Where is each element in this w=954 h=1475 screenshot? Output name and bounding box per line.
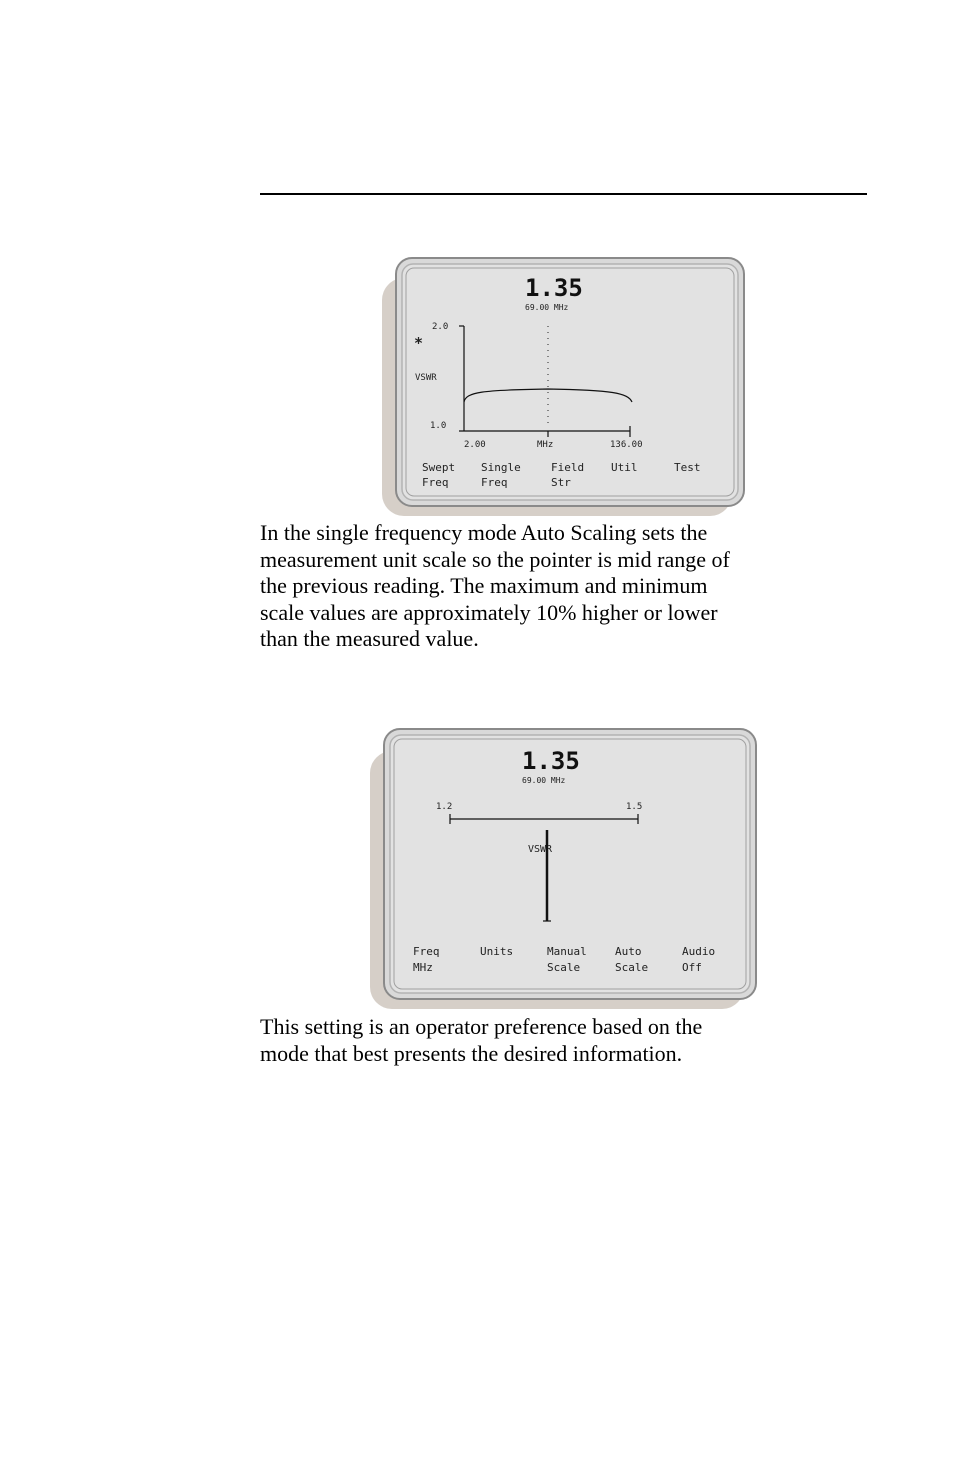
single-screen-graphic xyxy=(370,727,758,1009)
softkey-label-line1: Single xyxy=(481,461,521,474)
reading-value: 1.35 xyxy=(522,747,580,775)
paragraph-operator-preference xyxy=(260,1014,870,1067)
y-axis-bottom-label: 1.0 xyxy=(430,421,447,431)
softkey-label-line1: Swept xyxy=(422,461,456,474)
softkey-label-line2: Scale xyxy=(547,961,581,974)
paragraph-auto-scaling xyxy=(260,520,870,653)
frequency-readout: 69.00 MHz xyxy=(522,776,566,785)
x-axis-unit-label: MHz xyxy=(537,440,554,450)
softkey-label-line1: Freq xyxy=(413,945,440,958)
unit-label: VSWR xyxy=(528,844,553,855)
softkey-label-line2: Off xyxy=(682,961,702,974)
frequency-readout: 69.00 MHz xyxy=(525,303,569,312)
softkey-label-line1: Units xyxy=(480,945,514,958)
softkey-label-line1: Auto xyxy=(615,945,642,958)
paragraph-line: than the measured value. xyxy=(260,626,479,651)
softkey-label-line2: MHz xyxy=(413,961,433,974)
paragraph-line: the previous reading. The maximum and minimum xyxy=(260,573,708,598)
marker-asterisk: * xyxy=(414,334,424,352)
paragraph-line: In the single frequency mode Auto Scaling sets the xyxy=(260,520,708,545)
single-frequency-screen xyxy=(370,727,758,1009)
reading-value: 1.35 xyxy=(525,274,583,302)
softkey-label-line2: Freq xyxy=(422,476,449,489)
paragraph-line: This setting is an operator preference based on the xyxy=(260,1014,703,1039)
softkey-label-line1: Manual xyxy=(547,945,587,958)
scale-max-label: 1.5 xyxy=(626,802,643,812)
softkey-label-line1: Audio xyxy=(682,945,716,958)
scale-min-label: 1.2 xyxy=(436,802,453,812)
softkey-label-line1: Util xyxy=(611,461,638,474)
softkey-label-line1: Field xyxy=(551,461,585,474)
softkey-label-line2: Scale xyxy=(615,961,649,974)
softkey-test[interactable] xyxy=(674,461,701,474)
swept-screen-graphic xyxy=(382,256,746,516)
paragraph-line: mode that best presents the desired information. xyxy=(260,1040,683,1066)
header-rule xyxy=(260,193,867,195)
paragraph-line: scale values are approximately 10% higher or lower xyxy=(260,599,718,625)
softkey-label-line1: Test xyxy=(674,461,701,474)
y-axis-top-label: 2.0 xyxy=(432,322,449,332)
swept-frequency-screen xyxy=(382,256,746,516)
softkey-units[interactable] xyxy=(480,945,513,958)
x-axis-start-label: 2.00 xyxy=(464,440,486,450)
softkey-util[interactable] xyxy=(611,461,638,474)
softkey-label-line2: Str xyxy=(551,476,571,489)
y-axis-label: VSWR xyxy=(415,373,437,383)
x-axis-end-label: 136.00 xyxy=(610,440,643,450)
paragraph-line: measurement unit scale so the pointer is mid range of xyxy=(260,546,730,572)
softkey-label-line2: Freq xyxy=(481,476,508,489)
